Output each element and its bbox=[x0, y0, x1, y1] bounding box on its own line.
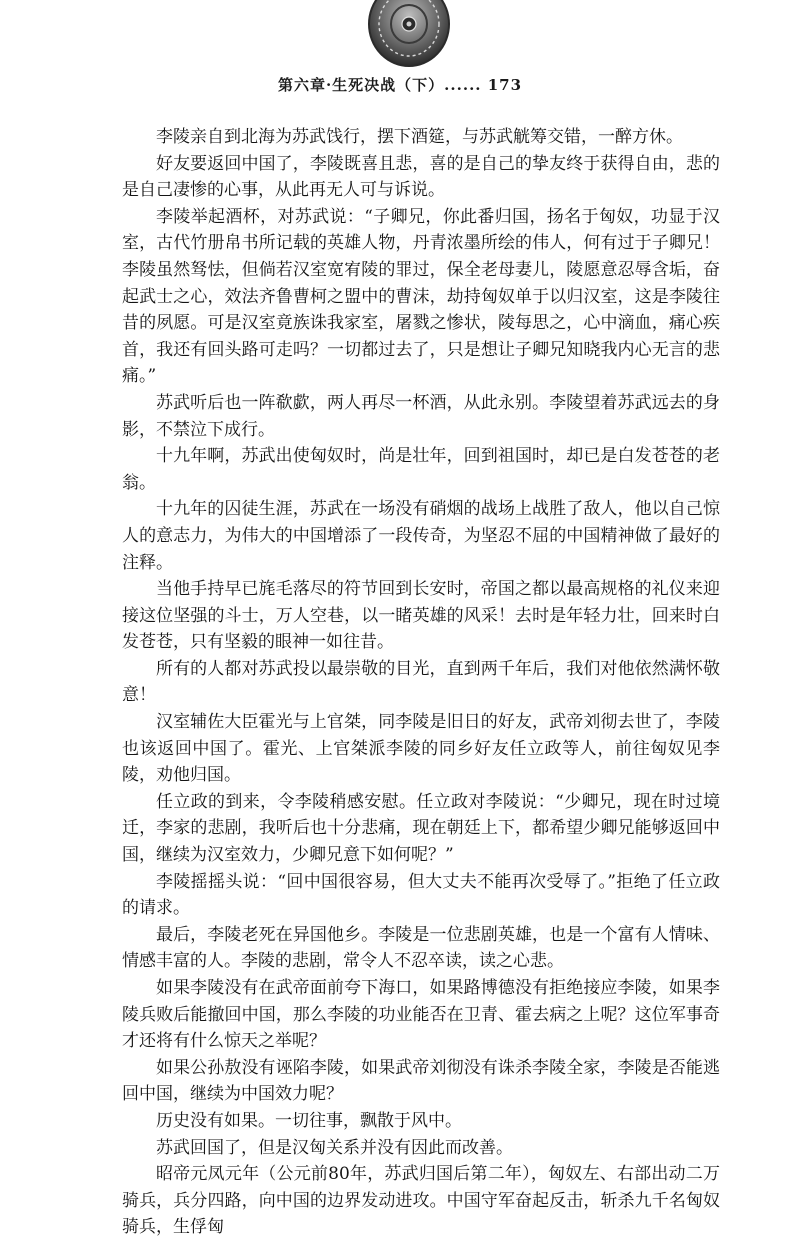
paragraph: 当他手持早已旄毛落尽的符节回到长安时，帝国之都以最高规格的礼仪来迎接这位坚强的斗士，万人空巷，以一睹英雄的风采！去时是年轻力壮，回来时白发苍苍，只有坚毅的眼神一如往昔。 bbox=[122, 579, 720, 653]
paragraph: 所有的人都对苏武投以最崇敬的目光，直到两千年后，我们对他依然满怀敬意！ bbox=[122, 658, 720, 706]
paragraph: 昭帝元凤元年（公元前80年，苏武归国后第二年），匈奴左、右部出动二万骑兵，兵分四路，向中国的边界发动进攻。中国守军奋起反击，斩杀九千名匈奴骑兵，生俘匈 bbox=[122, 1164, 720, 1238]
paragraph: 十九年的囚徒生涯，苏武在一场没有硝烟的战场上战胜了敌人，他以自己惊人的意志力，为伟大的中国增添了一段传奇，为坚忍不屈的中国精神做了最好的注释。 bbox=[122, 499, 720, 573]
paragraph: 苏武回国了，但是汉匈关系并没有因此而改善。 bbox=[156, 1137, 513, 1158]
paragraph: 李陵举起酒杯，对苏武说：“子卿兄，你此番归国，扬名于匈奴，功显于汉室，古代竹册帛书所记载的英雄人物，丹青浓墨所绘的伟人，何有过于子卿兄！李陵虽然驽怯，但倘若汉室宽宥陵的罪过，保全老母妻儿，陵愿意忍辱含垢，奋起武士之心，效法齐鲁曹柯之盟中的曹沫，劫持匈奴单于以归汉室，这是李陵往昔的夙愿。可是汉室竟族诛我家室，屠戮之惨状，陵每思之，心中滴血，痛心疾首，我还有回头路可走吗？一切都过去了，只是想让子卿兄知晓我内心无言的悲痛。” bbox=[122, 206, 720, 387]
paragraph: 任立政的到来，令李陵稍感安慰。任立政对李陵说：“少卿兄，现在时过境迁，李家的悲剧，我听后也十分悲痛，现在朝廷上下，都希望少卿兄能够返回中国，继续为汉室效力，少卿兄意下如何呢？” bbox=[122, 791, 720, 866]
paragraph: 如果李陵没有在武帝面前夸下海口，如果路博德没有拒绝接应李陵，如果李陵兵败后能撤回中国，那么李陵的功业能否在卫青、霍去病之上呢？这位军事奇才还将有什么惊天之举呢？ bbox=[122, 978, 720, 1052]
body-text bbox=[122, 124, 720, 1241]
paragraph: 李陵亲自到北海为苏武饯行，摆下酒筵，与苏武觥筹交错，一醉方休。 bbox=[156, 127, 683, 147]
paragraph: 最后，李陵老死在异国他乡。李陵是一位悲剧英雄，也是一个富有人情味、情感丰富的人。李陵的悲剧，常令人不忍卒读，读之心悲。 bbox=[122, 924, 720, 972]
paragraph: 十九年啊，苏武出使匈奴时，尚是壮年，回到祖国时，却已是白发苍苍的老翁。 bbox=[122, 446, 720, 493]
paragraph: 好友要返回中国了，李陵既喜且悲，喜的是自己的挚友终于获得自由，悲的是自己凄惨的心事，从此再无人可与诉说。 bbox=[122, 153, 720, 201]
paragraph: 历史没有如果。一切往事，飘散于风中。 bbox=[156, 1110, 462, 1131]
bronze-mirror-ornament-icon bbox=[368, 0, 450, 68]
paragraph: 苏武听后也一阵欷歔，两人再尽一杯酒，从此永别。李陵望着苏武远去的身影，不禁泣下成行。 bbox=[122, 392, 720, 440]
paragraph: 李陵摇摇头说：“回中国很容易，但大丈夫不能再次受辱了。”拒绝了任立政的请求。 bbox=[122, 871, 720, 919]
running-header: 第六章·生死决战（下）...... 173 bbox=[277, 76, 523, 94]
paragraph: 如果公孙敖没有诬陷李陵，如果武帝刘彻没有诛杀李陵全家，李陵是否能逃回中国，继续为中国效力呢？ bbox=[122, 1057, 720, 1105]
paragraph: 汉室辅佐大臣霍光与上官桀，同李陵是旧日的好友，武帝刘彻去世了，李陵也该返回中国了。霍光、上官桀派李陵的同乡好友任立政等人，前往匈奴见李陵，劝他归国。 bbox=[122, 712, 720, 786]
